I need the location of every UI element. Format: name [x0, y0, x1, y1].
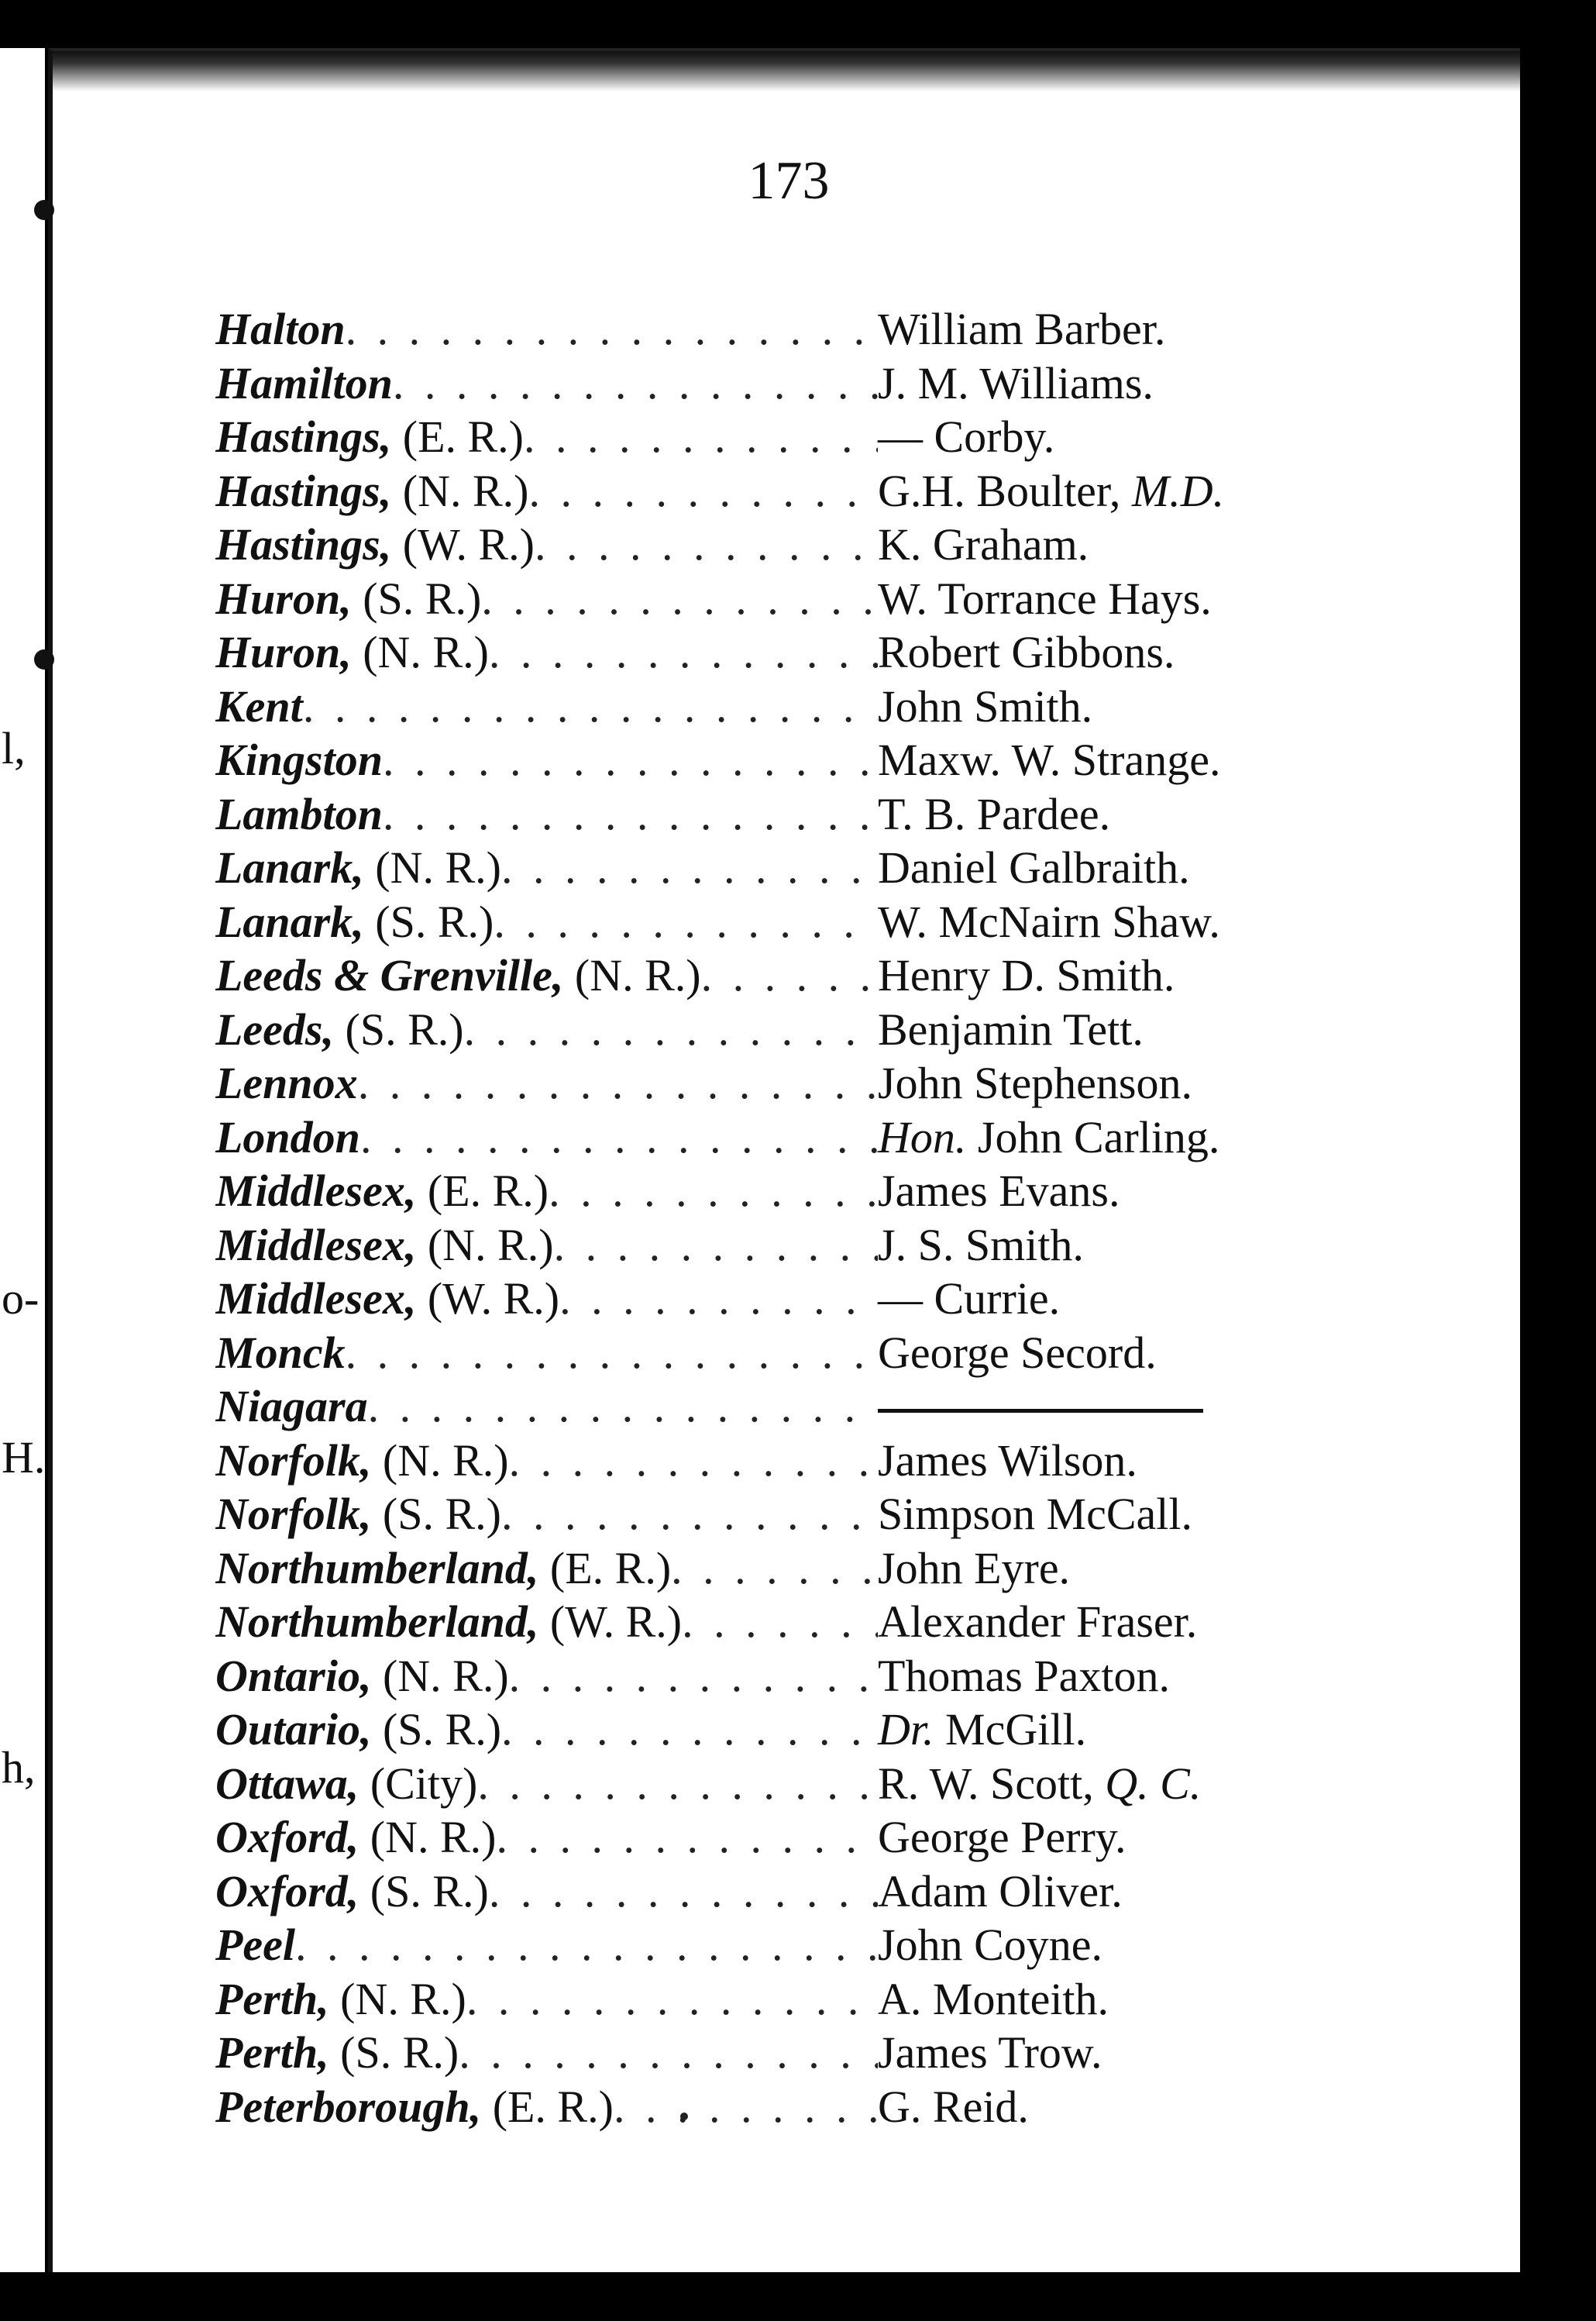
member-name — [878, 1326, 1157, 1380]
member-list — [215, 302, 1362, 2133]
list-item — [215, 841, 1362, 895]
riding-name — [215, 1649, 509, 1703]
riding-name — [215, 410, 524, 464]
list-item — [215, 1111, 1362, 1165]
riding-label: Ontario, — [215, 1650, 372, 1701]
riding-label: Middlesex, — [215, 1219, 417, 1270]
riding-label: Huron, — [215, 573, 352, 624]
riding-label: Outario, — [215, 1704, 372, 1755]
riding-label: Middlesex, — [215, 1273, 417, 1324]
dot-leader — [358, 1056, 878, 1111]
dot-leader — [496, 1810, 878, 1865]
dot-leader — [368, 1379, 878, 1434]
riding-qualifier: (S. R.) — [351, 573, 482, 624]
member-label: John Eyre. — [878, 1542, 1071, 1593]
riding-name — [215, 1434, 509, 1488]
member-label: W. Torrance Hays. — [878, 573, 1212, 624]
member-name — [878, 2080, 1029, 2134]
print-speck — [680, 2113, 688, 2120]
riding-name — [215, 949, 701, 1003]
riding-qualifier: (S. R.) — [371, 1704, 502, 1755]
riding-label: Lanark, — [215, 842, 364, 893]
dot-leader — [360, 1111, 878, 1165]
riding-label: London — [215, 1111, 360, 1162]
riding-cell — [215, 1272, 878, 1326]
member-label: James Evans. — [878, 1166, 1120, 1216]
list-item — [215, 1272, 1362, 1326]
riding-label: Hastings, — [215, 519, 392, 570]
riding-cell — [215, 2026, 878, 2080]
riding-name — [215, 1003, 464, 1057]
list-item — [215, 410, 1362, 464]
member-name — [878, 787, 1110, 842]
member-label: T. B. Pardee. — [878, 788, 1111, 839]
riding-cell — [215, 949, 878, 1003]
riding-cell — [215, 1164, 878, 1218]
member-label: John Stephenson. — [878, 1058, 1192, 1108]
list-item — [215, 1972, 1362, 2027]
book-page — [48, 48, 1520, 2272]
member-label: George Perry. — [878, 1812, 1126, 1862]
member-name — [878, 733, 1220, 787]
dot-leader — [549, 1164, 878, 1218]
list-item — [215, 1218, 1362, 1272]
previous-page-fragment: l, — [2, 723, 26, 773]
riding-label: Norfolk, — [215, 1489, 372, 1539]
member-name — [878, 2026, 1102, 2080]
dot-leader — [701, 949, 878, 1003]
member-label: John Coyne. — [878, 1920, 1102, 1970]
riding-label: Lennox — [215, 1058, 358, 1108]
riding-label: Niagara — [215, 1381, 368, 1431]
dot-leader — [494, 895, 878, 949]
member-title: Dr. — [878, 1704, 934, 1755]
riding-qualifier: (N. R.) — [391, 465, 529, 516]
riding-name — [215, 1595, 682, 1649]
riding-name — [215, 2026, 459, 2080]
list-item — [215, 787, 1362, 842]
member-name — [878, 949, 1175, 1003]
riding-qualifier: (E. R.) — [481, 2081, 614, 2132]
list-item — [215, 1918, 1362, 1972]
member-name — [878, 625, 1175, 680]
list-item — [215, 356, 1362, 411]
dot-leader — [559, 1272, 878, 1326]
member-name — [878, 1541, 1070, 1596]
riding-label: Leeds & Grenville, — [215, 950, 564, 1000]
riding-qualifier: (N. R.) — [563, 950, 701, 1000]
member-title: Hon. — [878, 1111, 967, 1162]
dot-leader — [383, 787, 878, 842]
riding-qualifier: (S. R.) — [371, 1489, 501, 1539]
member-name — [878, 1757, 1201, 1811]
dot-leader — [346, 302, 878, 356]
list-item — [215, 2080, 1362, 2134]
riding-cell — [215, 1218, 878, 1272]
riding-label: Hastings, — [215, 412, 392, 462]
dot-leader — [501, 1487, 878, 1541]
riding-cell — [215, 1111, 878, 1165]
member-name — [878, 1056, 1192, 1111]
riding-qualifier: (N. R.) — [416, 1219, 554, 1270]
riding-label: Peel — [215, 1920, 296, 1970]
member-name — [878, 1487, 1192, 1541]
member-label: J. M. Williams. — [878, 357, 1154, 408]
riding-qualifier: (N. R.) — [351, 627, 489, 677]
member-label: — Currie. — [878, 1273, 1061, 1324]
riding-label: Middlesex, — [215, 1166, 417, 1216]
riding-cell — [215, 625, 878, 680]
riding-cell — [215, 1595, 878, 1649]
riding-cell — [215, 787, 878, 842]
member-name — [878, 1164, 1120, 1218]
dot-leader — [346, 1326, 878, 1380]
riding-qualifier: (N. R.) — [371, 1434, 509, 1486]
dot-leader — [464, 1003, 878, 1057]
riding-cell — [215, 895, 878, 949]
dot-leader — [528, 464, 878, 518]
riding-cell — [215, 1056, 878, 1111]
riding-cell — [215, 733, 878, 787]
riding-qualifier: (N. R.) — [371, 1650, 509, 1701]
riding-qualifier: (N. R.) — [328, 1973, 466, 2024]
list-item — [215, 1434, 1362, 1488]
riding-name — [215, 1918, 295, 1972]
list-item — [215, 949, 1362, 1003]
dot-leader — [554, 1218, 878, 1272]
riding-name — [215, 518, 535, 572]
list-item — [215, 1056, 1362, 1111]
vacant-seat-rule — [878, 1409, 1203, 1413]
list-item — [215, 733, 1362, 787]
riding-qualifier: (W. R.) — [416, 1273, 560, 1324]
riding-cell — [215, 1972, 878, 2027]
member-name — [878, 895, 1220, 949]
riding-name — [215, 1757, 477, 1811]
riding-qualifier: (S. R.) — [328, 2027, 459, 2078]
member-name — [878, 841, 1190, 895]
dot-leader — [509, 1434, 878, 1488]
riding-cell — [215, 1865, 878, 1919]
member-label: K. Graham. — [878, 519, 1089, 570]
list-item — [215, 1865, 1362, 1919]
riding-name — [215, 1810, 496, 1865]
riding-label: Lambton — [215, 788, 383, 839]
riding-name — [215, 1541, 671, 1596]
list-item — [215, 1595, 1362, 1649]
list-item — [215, 2026, 1362, 2080]
riding-cell — [215, 302, 878, 356]
riding-cell — [215, 410, 878, 464]
member-label: A. Monteith. — [878, 1973, 1109, 2024]
dot-leader — [477, 1757, 878, 1811]
riding-cell — [215, 572, 878, 626]
riding-qualifier: (E. R.) — [391, 412, 524, 462]
riding-name — [215, 1164, 549, 1218]
list-item — [215, 895, 1362, 949]
riding-cell — [215, 1703, 878, 1757]
riding-cell — [215, 518, 878, 572]
riding-cell — [215, 1434, 878, 1488]
riding-qualifier: (S. R.) — [334, 1004, 464, 1055]
riding-qualifier: (N. R.) — [359, 1812, 497, 1862]
member-label: — Corby. — [878, 412, 1055, 462]
riding-qualifier: (N. R.) — [363, 842, 501, 893]
member-label: R. W. Scott, — [878, 1758, 1106, 1809]
member-name — [878, 1865, 1123, 1919]
list-item — [215, 302, 1362, 356]
member-name — [878, 518, 1089, 572]
member-name — [878, 1218, 1084, 1272]
dot-leader — [489, 625, 878, 680]
riding-name — [215, 1703, 501, 1757]
riding-cell — [215, 1487, 878, 1541]
list-item — [215, 1703, 1362, 1757]
riding-label: Peterborough, — [215, 2081, 482, 2132]
riding-qualifier: (S. R.) — [359, 1865, 489, 1916]
riding-qualifier: (W. R.) — [538, 1596, 683, 1647]
member-label: Simpson McCall. — [878, 1489, 1193, 1539]
riding-cell — [215, 1379, 878, 1434]
list-item — [215, 572, 1362, 626]
previous-page-fragment: o- — [2, 1273, 40, 1324]
riding-label: Norfolk, — [215, 1434, 372, 1486]
member-label: Alexander Fraser. — [878, 1596, 1198, 1647]
member-name — [878, 302, 1165, 356]
riding-name — [215, 625, 489, 680]
member-name — [878, 1810, 1126, 1865]
member-label: John Carling. — [966, 1111, 1220, 1162]
riding-label: Lanark, — [215, 896, 364, 947]
riding-name — [215, 1056, 358, 1111]
dot-leader — [295, 1918, 878, 1972]
member-label: William Barber. — [878, 304, 1166, 354]
riding-cell — [215, 356, 878, 411]
riding-qualifier: (City) — [359, 1758, 478, 1809]
member-title: Q. C. — [1105, 1758, 1202, 1809]
previous-page-fragment: H. — [2, 1432, 46, 1482]
riding-label: Hastings, — [215, 465, 392, 516]
dot-leader — [393, 356, 878, 411]
riding-label: Halton — [215, 304, 346, 354]
member-name — [878, 680, 1092, 734]
riding-cell — [215, 1757, 878, 1811]
riding-cell — [215, 1918, 878, 1972]
dot-leader — [501, 841, 878, 895]
member-label: G.H. Boulter, — [878, 465, 1132, 516]
member-label: Henry D. Smith. — [878, 950, 1175, 1000]
riding-name — [215, 1272, 559, 1326]
dot-leader — [383, 733, 878, 787]
page-top-shadow — [53, 51, 1520, 91]
riding-label: Oxford, — [215, 1865, 359, 1916]
riding-label: Hamilton — [215, 357, 393, 408]
list-item — [215, 1757, 1362, 1811]
binding-mark — [34, 649, 54, 670]
riding-name — [215, 1487, 501, 1541]
riding-label: Northumberland, — [215, 1542, 539, 1593]
member-label: George Secord. — [878, 1327, 1157, 1378]
riding-name — [215, 733, 383, 787]
member-name — [878, 464, 1224, 518]
list-item — [215, 680, 1362, 734]
dot-leader — [501, 1703, 878, 1757]
list-item — [215, 1379, 1362, 1434]
member-name — [878, 410, 1054, 464]
riding-label: Kent — [215, 680, 303, 732]
riding-qualifier: (S. R.) — [363, 896, 494, 947]
dot-leader — [459, 2026, 878, 2080]
binding-mark — [34, 200, 54, 220]
riding-label: Oxford, — [215, 1812, 359, 1862]
member-label: John Smith. — [878, 680, 1093, 732]
member-name — [878, 1003, 1144, 1057]
riding-label: Monck — [215, 1327, 346, 1378]
list-item — [215, 1541, 1362, 1596]
riding-name — [215, 895, 494, 949]
member-label: G. Reid. — [878, 2081, 1029, 2132]
member-label: Adam Oliver. — [878, 1865, 1123, 1916]
dot-leader — [466, 1972, 878, 2027]
dot-leader — [509, 1649, 878, 1703]
dot-leader — [303, 680, 878, 734]
riding-cell — [215, 1649, 878, 1703]
list-item — [215, 1810, 1362, 1865]
list-item — [215, 625, 1362, 680]
dot-leader — [489, 1865, 878, 1919]
dot-leader — [682, 1595, 878, 1649]
member-name — [878, 1379, 1203, 1434]
member-label: McGill. — [934, 1704, 1087, 1755]
riding-label: Kingston — [215, 735, 383, 785]
member-label: James Wilson. — [878, 1434, 1137, 1486]
member-name — [878, 356, 1154, 411]
dot-leader — [481, 572, 878, 626]
riding-qualifier: (W. R.) — [391, 519, 535, 570]
list-item — [215, 1164, 1362, 1218]
riding-name — [215, 356, 393, 411]
member-title: M.D. — [1131, 465, 1225, 516]
member-label: J. S. Smith. — [878, 1219, 1084, 1270]
member-name — [878, 1272, 1060, 1326]
riding-cell — [215, 1326, 878, 1380]
riding-name — [215, 2080, 614, 2134]
member-label: Benjamin Tett. — [878, 1004, 1144, 1055]
riding-label: Huron, — [215, 627, 352, 677]
riding-name — [215, 572, 481, 626]
riding-name — [215, 1379, 368, 1434]
dot-leader — [614, 2080, 878, 2134]
member-label: W. McNairn Shaw. — [878, 896, 1220, 947]
page-number: 173 — [748, 151, 830, 211]
member-name — [878, 1595, 1197, 1649]
list-item — [215, 518, 1362, 572]
list-item — [215, 1326, 1362, 1380]
riding-cell — [215, 1810, 878, 1865]
riding-name — [215, 1218, 554, 1272]
member-name — [878, 1111, 1219, 1165]
member-name — [878, 1649, 1170, 1703]
list-item — [215, 1487, 1362, 1541]
member-label: James Trow. — [878, 2027, 1102, 2078]
riding-label: Ottawa, — [215, 1758, 359, 1809]
riding-cell — [215, 464, 878, 518]
list-item — [215, 464, 1362, 518]
previous-page-fragment: h, — [2, 1742, 36, 1792]
dot-leader — [671, 1541, 878, 1596]
riding-name — [215, 464, 528, 518]
riding-name — [215, 302, 346, 356]
list-item — [215, 1649, 1362, 1703]
member-name — [878, 1703, 1086, 1757]
riding-name — [215, 1326, 346, 1380]
member-name — [878, 1972, 1109, 2027]
riding-cell — [215, 680, 878, 734]
member-label: Daniel Galbraith. — [878, 842, 1190, 893]
riding-label: Perth, — [215, 1973, 329, 2024]
riding-label: Leeds, — [215, 1004, 334, 1055]
riding-name — [215, 1972, 466, 2027]
riding-name — [215, 1111, 360, 1165]
member-label: Thomas Paxton. — [878, 1650, 1170, 1701]
member-label: Maxw. W. Strange. — [878, 735, 1221, 785]
riding-name — [215, 787, 383, 842]
riding-name — [215, 841, 501, 895]
riding-cell — [215, 1541, 878, 1596]
riding-name — [215, 680, 303, 734]
member-label: Robert Gibbons. — [878, 627, 1175, 677]
riding-cell — [215, 841, 878, 895]
previous-page-edge — [0, 48, 45, 2272]
riding-label: Perth, — [215, 2027, 329, 2078]
dot-leader — [524, 410, 878, 464]
riding-cell — [215, 2080, 878, 2134]
riding-name — [215, 1865, 489, 1919]
member-name — [878, 1918, 1102, 1972]
riding-cell — [215, 1003, 878, 1057]
riding-label: Northumberland, — [215, 1596, 539, 1647]
dot-leader — [535, 518, 878, 572]
member-name — [878, 572, 1212, 626]
member-name — [878, 1434, 1137, 1488]
list-item — [215, 1003, 1362, 1057]
riding-qualifier: (E. R.) — [416, 1166, 549, 1216]
riding-qualifier: (E. R.) — [538, 1542, 672, 1593]
